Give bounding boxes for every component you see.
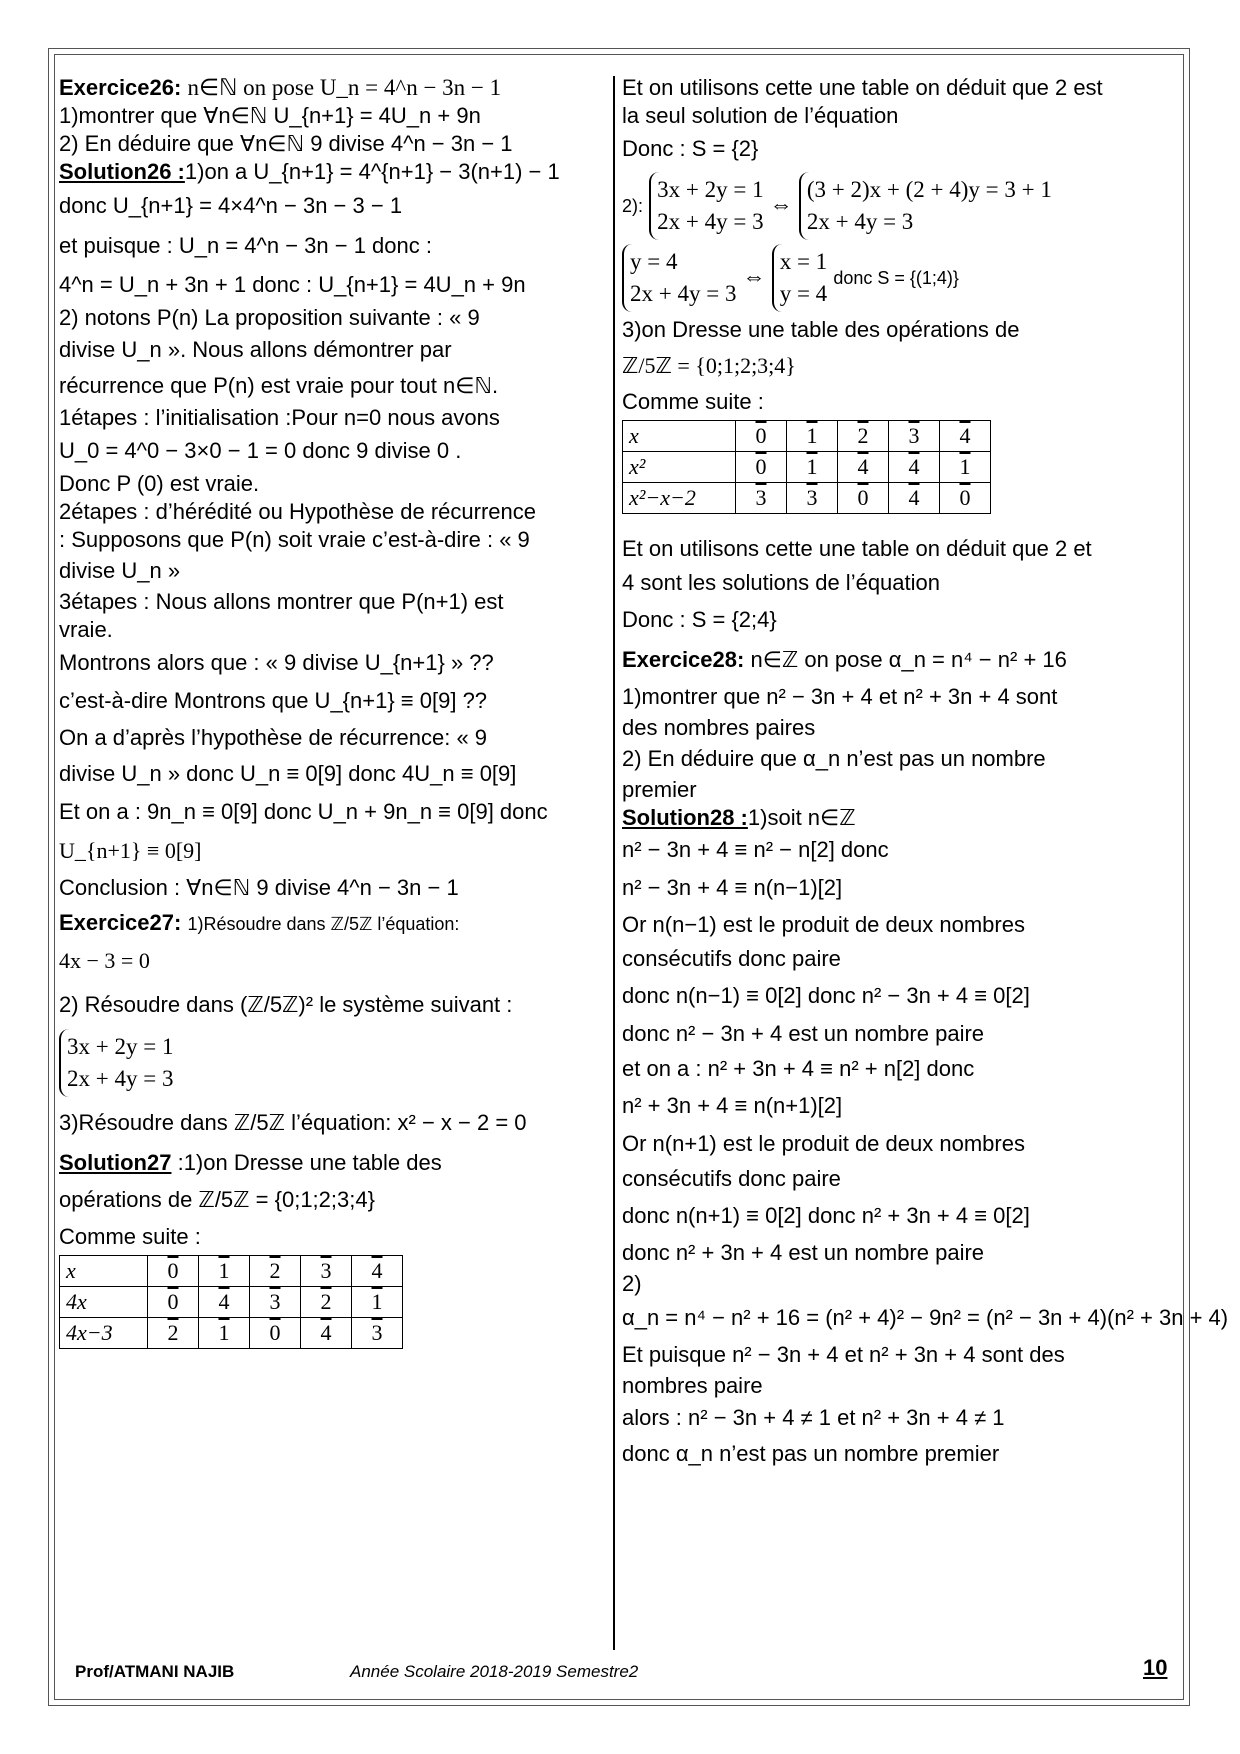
sol28-line6: donc n(n−1) ≡ 0[2] donc n² − 3n + 4 ≡ 0[2] xyxy=(622,983,1030,1008)
sol26-line17: c’est-à-dire Montrons que U_{n+1} ≡ 0[9] ?? xyxy=(59,688,488,713)
sol26-line20: Et on a : 9n_n ≡ 0[9] donc U_n + 9n_n ≡ 0[9] donc xyxy=(59,799,548,824)
ex27-sys-eq1: 3x + 2y = 1 xyxy=(67,1034,174,1059)
ex28-q2b: premier xyxy=(622,777,697,802)
r-line3: Donc : S = {2} xyxy=(622,136,759,161)
ex27-title-line: Exercice27: 1)Résoudre dans ℤ/5ℤ l’équation: xyxy=(59,910,460,935)
table-row: x 0 1 2 3 4 xyxy=(60,1256,403,1287)
ex28-q1a: 1)montrer que n² − 3n + 4 et n² + 3n + 4 sont xyxy=(622,684,1058,709)
sol28-line5: consécutifs donc paire xyxy=(622,946,841,971)
r-system-3: y = 4 2x + 4y = 3 ⇔ x = 1 y = 4 donc S = {(1;4)} xyxy=(622,244,1174,312)
footer-year: Année Scolaire 2018-2019 Semestre2 xyxy=(350,1662,639,1681)
sol26-line18: On a d’après l’hypothèse de récurrence: « 9 xyxy=(59,725,488,750)
equivalence-arrow: ⇔ xyxy=(769,191,793,217)
ex28-q1b: des nombres paires xyxy=(622,715,816,740)
r-line1: Et on utilisons cette une table on déduit que 2 est xyxy=(622,75,1103,100)
table-row: x 0 1 2 3 4 xyxy=(623,421,991,452)
sol26-line5: 2) notons P(n) La proposition suivante : « 9 xyxy=(59,305,480,330)
r-line9: Et on utilisons cette une table on déduit que 2 et xyxy=(622,536,1092,561)
sol28-line2: n² − 3n + 4 ≡ n² − n[2] donc xyxy=(622,837,889,862)
sol26-line14: 3étapes : Nous allons montrer que P(n+1) est xyxy=(59,589,504,614)
left-column xyxy=(59,74,604,1355)
ex27-system xyxy=(59,1029,604,1097)
r-line2: la seul solution de l’équation xyxy=(622,103,899,128)
r-line6: 3)on Dresse une table des opérations de xyxy=(622,317,1020,342)
sol27-line2: opérations de ℤ/5ℤ = {0;1;2;3;4} xyxy=(59,1187,375,1212)
sol26-line19: divise U_n » donc U_n ≡ 0[9] donc 4U_n ≡ 0[9] xyxy=(59,761,517,786)
ex27-sys-eq2: 2x + 4y = 3 xyxy=(67,1066,174,1091)
ex26-q2: 2) En déduire que ∀n∈ℕ 9 divise 4^n − 3n − 1 xyxy=(59,131,513,156)
column-divider xyxy=(613,76,615,1650)
sol27-line3: Comme suite : xyxy=(59,1224,201,1249)
equivalence-arrow: ⇔ xyxy=(742,263,766,289)
sol28-line14: 2) xyxy=(622,1271,642,1296)
sol26-line4: 4^n = U_n + 3n + 1 donc : U_{n+1} = 4U_n + 9n xyxy=(59,272,526,297)
sol28-line1: Solution28 :1)soit n∈ℤ xyxy=(622,805,856,830)
ex27-eq1: 4x − 3 = 0 xyxy=(59,948,150,973)
table-4x-minus-3 xyxy=(59,1255,403,1349)
r-line11: Donc : S = {2;4} xyxy=(622,607,777,632)
sol28-line3: n² − 3n + 4 ≡ n(n−1)[2] xyxy=(622,875,843,900)
footer-author: Prof/ATMANI NAJIB xyxy=(75,1662,235,1681)
sol26-line9: U_0 = 4^0 − 3×0 − 1 = 0 donc 9 divise 0 . xyxy=(59,438,462,463)
sol28-line17: nombres paire xyxy=(622,1373,763,1398)
sol28-line11: consécutifs donc paire xyxy=(622,1166,841,1191)
sol28-line13: donc n² + 3n + 4 est un nombre paire xyxy=(622,1240,985,1265)
ex28-q2a: 2) En déduire que α_n n’est pas un nombre xyxy=(622,746,1046,771)
right-column xyxy=(622,74,1229,1472)
sol26-line2: donc U_{n+1} = 4×4^n − 3n − 3 − 1 xyxy=(59,193,403,218)
sol26-line6: divise U_n ». Nous allons démontrer par xyxy=(59,337,452,362)
sol28-line4: Or n(n−1) est le produit de deux nombres xyxy=(622,912,1025,937)
sol26-line1: Solution26 :1)on a U_{n+1} = 4^{n+1} − 3(n+1) − 1 xyxy=(59,159,560,184)
sol26-line11: 2étapes : d’hérédité ou Hypothèse de récurrence xyxy=(59,499,536,524)
sol26-line10: Donc P (0) est vraie. xyxy=(59,471,260,496)
sol28-line10: Or n(n+1) est le produit de deux nombres xyxy=(622,1131,1025,1156)
table-x2-x-2 xyxy=(622,420,991,514)
sol26-line3: et puisque : U_n = 4^n − 3n − 1 donc : xyxy=(59,233,432,258)
sol26-line16: Montrons alors que : « 9 divise U_{n+1} » ?? xyxy=(59,650,494,675)
ex26-title-line: Exercice26: n∈ℕ on pose U_n = 4^n − 3n − 1 xyxy=(59,75,502,100)
sol28-line9: n² + 3n + 4 ≡ n(n+1)[2] xyxy=(622,1093,843,1118)
sol26-line8: 1étapes : l’initialisation :Pour n=0 nous avons xyxy=(59,405,500,430)
ex28-title-line: Exercice28: n∈ℤ on pose α_n = n⁴ − n² + 16 xyxy=(622,647,1067,672)
sol26-line7: récurrence que P(n) est vraie pour tout n∈ℕ. xyxy=(59,373,499,398)
sol26-line13: divise U_n » xyxy=(59,558,181,583)
r-line8: Comme suite : xyxy=(622,389,764,414)
ex27-q3: 3)Résoudre dans ℤ/5ℤ l’équation: x² − x − 2 = 0 xyxy=(59,1110,527,1135)
sol28-line8: et on a : n² + 3n + 4 ≡ n² + n[2] donc xyxy=(622,1056,975,1081)
sol28-line15: α_n = n⁴ − n² + 16 = (n² + 4)² − 9n² = (n² − 3n + 4)(n² + 3n + 4) xyxy=(622,1305,1229,1330)
table-row: 4x 0 4 3 2 1 xyxy=(60,1287,403,1318)
sol28-line12: donc n(n+1) ≡ 0[2] donc n² + 3n + 4 ≡ 0[2] xyxy=(622,1203,1030,1228)
sol26-conclusion: Conclusion : ∀n∈ℕ 9 divise 4^n − 3n − 1 xyxy=(59,875,459,900)
sol26-line21: U_{n+1} ≡ 0[9] xyxy=(59,838,202,863)
sol26-line12: : Supposons que P(n) soit vraie c’est-à-dire : « 9 xyxy=(59,527,530,552)
r-line10: 4 sont les solutions de l’équation xyxy=(622,570,940,595)
table-row: 4x−3 2 1 0 4 3 xyxy=(60,1318,403,1349)
page-number: 10 xyxy=(1143,1655,1168,1680)
sol28-line16: Et puisque n² − 3n + 4 et n² + 3n + 4 sont des xyxy=(622,1342,1065,1367)
ex26-q1: 1)montrer que ∀n∈ℕ U_{n+1} = 4U_n + 9n xyxy=(59,103,481,128)
sol26-line15: vraie. xyxy=(59,617,113,642)
ex27-q2: 2) Résoudre dans (ℤ/5ℤ)² le système suivant : xyxy=(59,992,513,1017)
r-system-2: 2): 3x + 2y = 1 2x + 4y = 3 ⇔ (3 + 2)x + (2 + 4)y = 3 + 1 2x + 4y = 3 xyxy=(622,172,1174,240)
sol27-line1: Solution27 :1)on Dresse une table des xyxy=(59,1150,442,1175)
sol28-line7: donc n² − 3n + 4 est un nombre paire xyxy=(622,1021,985,1046)
table-row: x² 0 1 4 4 1 xyxy=(623,452,991,483)
table-row: x²−x−2 3 3 0 4 0 xyxy=(623,483,991,514)
ex26-intro: n∈ℕ on pose U_n = 4^n − 3n − 1 xyxy=(187,75,502,100)
sol28-line19: donc α_n n’est pas un nombre premier xyxy=(622,1441,1000,1466)
r-line7: ℤ/5ℤ = {0;1;2;3;4} xyxy=(622,353,796,378)
sol28-line18: alors : n² − 3n + 4 ≠ 1 et n² + 3n + 4 ≠ 1 xyxy=(622,1405,1005,1430)
